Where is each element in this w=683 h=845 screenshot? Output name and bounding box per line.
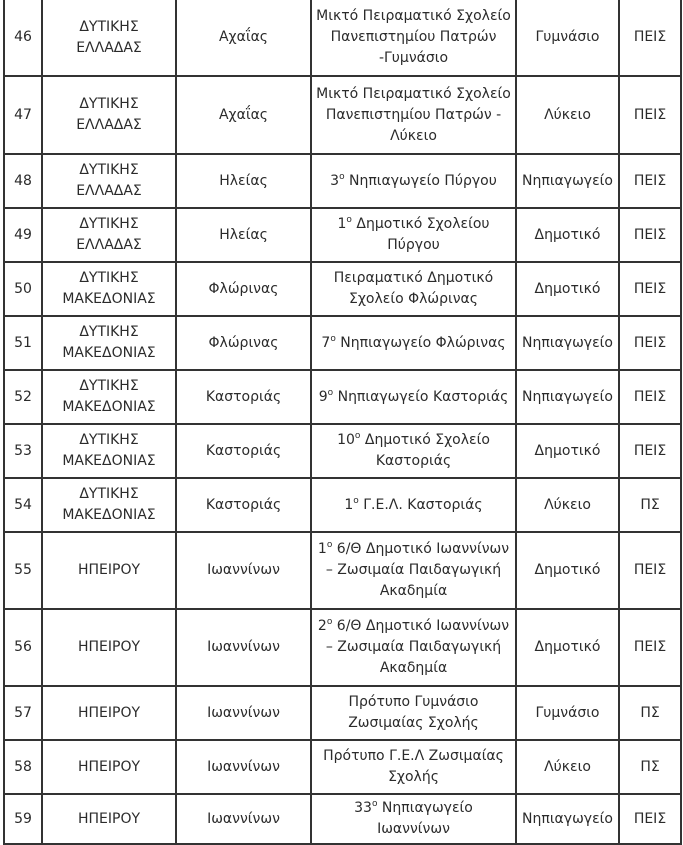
- type-cell: ΠΕΙΣ: [619, 208, 681, 262]
- prefecture-cell: Ιωαννίνων: [176, 794, 311, 844]
- level-cell: Δημοτικό: [516, 262, 619, 316]
- table-row: [4, 609, 681, 686]
- table-row: [4, 424, 681, 478]
- table-row: [4, 0, 681, 76]
- school-ordinal: 10: [337, 432, 355, 448]
- region-cell: ΔΥΤΙΚΗΣ ΕΛΛΑΔΑΣ: [42, 0, 176, 76]
- school-ordinal: 1: [317, 541, 327, 557]
- school-ordinal: 9: [318, 388, 328, 405]
- table-row: [4, 532, 681, 609]
- region-cell: ΔΥΤΙΚΗΣ ΜΑΚΕΔΟΝΙΑΣ: [42, 478, 176, 532]
- school-cell: [311, 686, 516, 740]
- prefecture-cell: Καστοριάς: [176, 478, 311, 532]
- school-cell: [311, 740, 516, 794]
- table-row: [4, 316, 681, 370]
- school-cell: [311, 478, 516, 532]
- row-number: 48: [4, 154, 42, 208]
- school-cell: [311, 76, 516, 154]
- row-number: 55: [4, 532, 42, 609]
- school-cell: [311, 532, 516, 609]
- region-cell: ΗΠΕΙΡΟΥ: [42, 532, 176, 609]
- ordinal-superscript: ο: [339, 171, 345, 182]
- school-ordinal: 1: [337, 216, 347, 232]
- school-name: Μικτό Πειραματικό Σχολείο Πανεπιστημίου Πατρών -Γυμνάσιο: [316, 8, 511, 66]
- ordinal-superscript: ο: [326, 617, 333, 627]
- school-name: Δημοτικό Σχολείο Καστοριάς: [364, 432, 490, 469]
- type-cell: ΠΕΙΣ: [619, 262, 681, 316]
- school-cell: [311, 154, 516, 208]
- type-cell: ΠΣ: [619, 686, 681, 740]
- type-cell: ΠΕΙΣ: [619, 609, 681, 686]
- level-cell: Δημοτικό: [516, 609, 619, 686]
- school-cell: [311, 370, 516, 424]
- type-cell: ΠΕΙΣ: [619, 794, 681, 844]
- prefecture-cell: Αχαΐας: [176, 76, 311, 154]
- school-name: Πρότυπο Γυμνάσιο Ζωσιμαίας Σχολής: [348, 694, 479, 731]
- school-name: Νηπιαγωγείο Φλώρινας: [335, 334, 506, 351]
- table-row: [4, 154, 681, 208]
- prefecture-cell: Φλώρινας: [176, 316, 311, 370]
- school-name: Νηπιαγωγείο Πύργου: [344, 172, 497, 189]
- region-cell: ΗΠΕΙΡΟΥ: [42, 740, 176, 794]
- school-cell: [311, 794, 516, 844]
- prefecture-cell: Ιωαννίνων: [176, 609, 311, 686]
- row-number: 56: [4, 609, 42, 686]
- level-cell: Λύκειο: [516, 478, 619, 532]
- prefecture-cell: Ηλείας: [176, 154, 311, 208]
- school-name: Νηπιαγωγείο Ιωαννίνων: [377, 800, 473, 837]
- region-cell: ΔΥΤΙΚΗΣ ΜΑΚΕΔΟΝΙΑΣ: [42, 424, 176, 478]
- ordinal-superscript: ο: [330, 333, 336, 344]
- region-cell: ΔΥΤΙΚΗΣ ΜΑΚΕΔΟΝΙΑΣ: [42, 316, 176, 370]
- region-cell: ΗΠΕΙΡΟΥ: [42, 686, 176, 740]
- school-cell: [311, 262, 516, 316]
- row-number: 50: [4, 262, 42, 316]
- row-number: 52: [4, 370, 42, 424]
- ordinal-superscript: ο: [327, 387, 334, 398]
- school-name: 6/Θ Δημοτικό Ιωαννίνων – Ζωσιμαία Παιδαγωγική Ακαδημία: [325, 541, 510, 599]
- school-ordinal: 33: [354, 800, 372, 816]
- row-number: 59: [4, 794, 42, 844]
- row-number: 49: [4, 208, 42, 262]
- school-name: Μικτό Πειραματικό Σχολείο Πανεπιστημίου Πατρών - Λύκειο: [316, 85, 511, 144]
- school-ordinal: 7: [321, 334, 331, 351]
- level-cell: Γυμνάσιο: [516, 686, 619, 740]
- level-cell: Λύκειο: [516, 740, 619, 794]
- region-cell: ΗΠΕΙΡΟΥ: [42, 794, 176, 844]
- prefecture-cell: Καστοριάς: [176, 424, 311, 478]
- type-cell: ΠΕΙΣ: [619, 424, 681, 478]
- table-row: [4, 478, 681, 532]
- type-cell: ΠΕΙΣ: [619, 370, 681, 424]
- level-cell: Νηπιαγωγείο: [516, 370, 619, 424]
- row-number: 46: [4, 0, 42, 76]
- type-cell: ΠΕΙΣ: [619, 316, 681, 370]
- ordinal-superscript: ο: [326, 540, 333, 550]
- school-name: Γ.Ε.Λ. Καστοριάς: [358, 496, 483, 513]
- level-cell: Νηπιαγωγείο: [516, 154, 619, 208]
- table-row: [4, 76, 681, 154]
- level-cell: Δημοτικό: [516, 208, 619, 262]
- row-number: 58: [4, 740, 42, 794]
- region-cell: ΔΥΤΙΚΗΣ ΕΛΛΑΔΑΣ: [42, 208, 176, 262]
- type-cell: ΠΣ: [619, 740, 681, 794]
- table-row: [4, 262, 681, 316]
- row-number: 51: [4, 316, 42, 370]
- row-number: 47: [4, 76, 42, 154]
- row-number: 57: [4, 686, 42, 740]
- level-cell: Λύκειο: [516, 76, 619, 154]
- school-cell: [311, 424, 516, 478]
- school-ordinal: 3: [330, 172, 340, 189]
- row-number: 53: [4, 424, 42, 478]
- school-name: 6/Θ Δημοτικό Ιωαννίνων – Ζωσιμαία Παιδαγωγική Ακαδημία: [325, 618, 510, 676]
- table-row: [4, 370, 681, 424]
- school-ordinal: 2: [317, 618, 327, 634]
- table-row: [4, 740, 681, 794]
- level-cell: Δημοτικό: [516, 532, 619, 609]
- level-cell: Νηπιαγωγείο: [516, 316, 619, 370]
- school-ordinal: 1: [344, 496, 354, 513]
- schools-table: [3, 0, 682, 845]
- region-cell: ΗΠΕΙΡΟΥ: [42, 609, 176, 686]
- level-cell: Νηπιαγωγείο: [516, 794, 619, 844]
- prefecture-cell: Ιωαννίνων: [176, 532, 311, 609]
- ordinal-superscript: ο: [353, 495, 359, 506]
- school-name: Πειραματικό Δημοτικό Σχολείο Φλώρινας: [333, 270, 494, 307]
- type-cell: ΠΣ: [619, 478, 681, 532]
- prefecture-cell: Φλώρινας: [176, 262, 311, 316]
- prefecture-cell: Ιωαννίνων: [176, 686, 311, 740]
- school-cell: [311, 316, 516, 370]
- ordinal-superscript: ο: [371, 799, 378, 809]
- prefecture-cell: Αχαΐας: [176, 0, 311, 76]
- table-row: [4, 208, 681, 262]
- type-cell: ΠΕΙΣ: [619, 154, 681, 208]
- ordinal-superscript: ο: [354, 431, 361, 441]
- type-cell: ΠΕΙΣ: [619, 76, 681, 154]
- school-name: Νηπιαγωγείο Καστοριάς: [333, 388, 509, 405]
- school-name: Πρότυπο Γ.Ε.Λ Ζωσιμαίας Σχολής: [323, 748, 504, 785]
- school-cell: [311, 208, 516, 262]
- prefecture-cell: Ηλείας: [176, 208, 311, 262]
- level-cell: Γυμνάσιο: [516, 0, 619, 76]
- school-name: Δημοτικό Σχολείου Πύργου: [356, 216, 490, 253]
- region-cell: ΔΥΤΙΚΗΣ ΕΛΛΑΔΑΣ: [42, 154, 176, 208]
- region-cell: ΔΥΤΙΚΗΣ ΜΑΚΕΔΟΝΙΑΣ: [42, 262, 176, 316]
- ordinal-superscript: ο: [346, 215, 352, 225]
- region-cell: ΔΥΤΙΚΗΣ ΜΑΚΕΔΟΝΙΑΣ: [42, 370, 176, 424]
- table-row: [4, 794, 681, 844]
- level-cell: Δημοτικό: [516, 424, 619, 478]
- prefecture-cell: Καστοριάς: [176, 370, 311, 424]
- prefecture-cell: Ιωαννίνων: [176, 740, 311, 794]
- school-cell: [311, 609, 516, 686]
- type-cell: ΠΕΙΣ: [619, 532, 681, 609]
- region-cell: ΔΥΤΙΚΗΣ ΕΛΛΑΔΑΣ: [42, 76, 176, 154]
- school-cell: [311, 0, 516, 76]
- type-cell: ΠΕΙΣ: [619, 0, 681, 76]
- row-number: 54: [4, 478, 42, 532]
- table-row: [4, 686, 681, 740]
